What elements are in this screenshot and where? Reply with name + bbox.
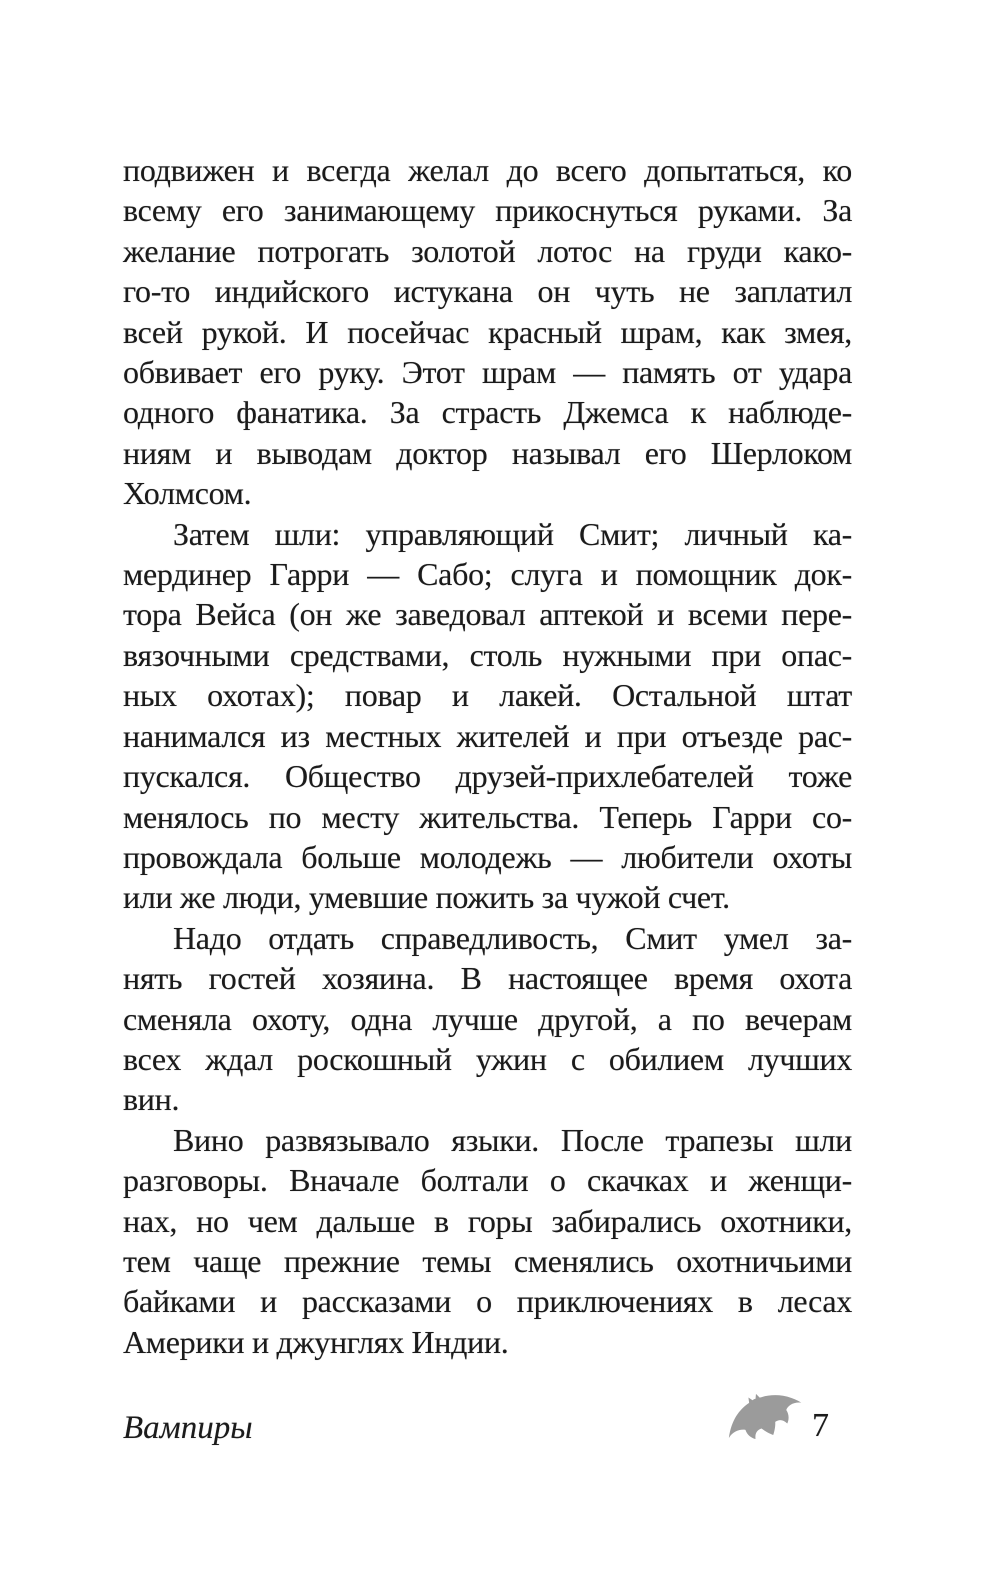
body-text — [123, 150, 852, 1362]
page-number: 7 — [812, 1407, 829, 1444]
text-line: Надо отдать справедливость, Смит умел за- — [173, 919, 852, 956]
text-line: Вино развязывало языки. После трапезы шли — [173, 1121, 852, 1158]
text-line: или же люди, умевшие пожить за чужой счет. — [123, 879, 730, 916]
text-line: тора Вейса (он же заведовал аптекой и всеми пере- — [123, 596, 852, 633]
text-line: обвивает его руку. Этот шрам — память от удара — [123, 354, 852, 391]
paragraph — [123, 918, 852, 1120]
text-line: одного фанатика. За страсть Джемса к наблюде- — [123, 394, 852, 431]
text-line: Затем шли: управляющий Смит; личный ка- — [173, 515, 852, 552]
text-line: вин. — [123, 1081, 180, 1118]
text-line: нах, но чем дальше в горы забирались охотники, — [123, 1202, 852, 1239]
text-line: подвижен и всегда желал до всего допытаться, ко — [123, 152, 852, 188]
text-line: мердинер Гарри — Сабо; слуга и помощник док- — [123, 556, 852, 593]
text-line: всех ждал роскошный ужин с обилием лучших — [123, 1040, 852, 1077]
text-line: нанимался из местных жителей и при отъезде рас- — [123, 717, 852, 754]
text-line: Холмсом. — [123, 475, 252, 512]
running-title: Вампиры — [123, 1410, 253, 1446]
paragraph — [123, 514, 852, 918]
bat-icon — [722, 1388, 806, 1448]
text-line: байками и рассказами о приключениях в лесах — [123, 1283, 852, 1320]
text-line: го-то индийского истукана он чуть не заплатил — [123, 273, 852, 310]
text-line: менялось по месту жительства. Теперь Гарри со- — [123, 798, 852, 835]
text-line: пускался. Общество друзей-прихлебателей тоже — [123, 758, 852, 795]
paragraph — [123, 150, 852, 514]
text-line: всей рукой. И посейчас красный шрам, как змея, — [123, 313, 852, 350]
text-line: всему его занимающему прикоснуться руками. За — [123, 192, 852, 229]
text-line: провождала больше молодежь — любители охоты — [123, 838, 852, 875]
paragraph — [123, 1120, 852, 1362]
text-line: Америки и джунглях Индии. — [123, 1323, 509, 1360]
text-line: желание потрогать золотой лотос на груди како- — [123, 232, 852, 269]
text-line: разговоры. Вначале болтали о скачках и женщи- — [123, 1162, 852, 1199]
text-line: тем чаще прежние темы сменялись охотничьими — [123, 1242, 852, 1279]
text-line: ниям и выводам доктор называл его Шерлоком — [123, 434, 852, 471]
text-line: сменяла охоту, одна лучше другой, а по вечерам — [123, 1000, 852, 1037]
text-line: нять гостей хозяина. В настоящее время охота — [123, 960, 852, 997]
text-line: ных охотах); повар и лакей. Остальной штат — [123, 677, 852, 714]
text-line: вязочными средствами, столь нужными при опас- — [123, 636, 852, 673]
